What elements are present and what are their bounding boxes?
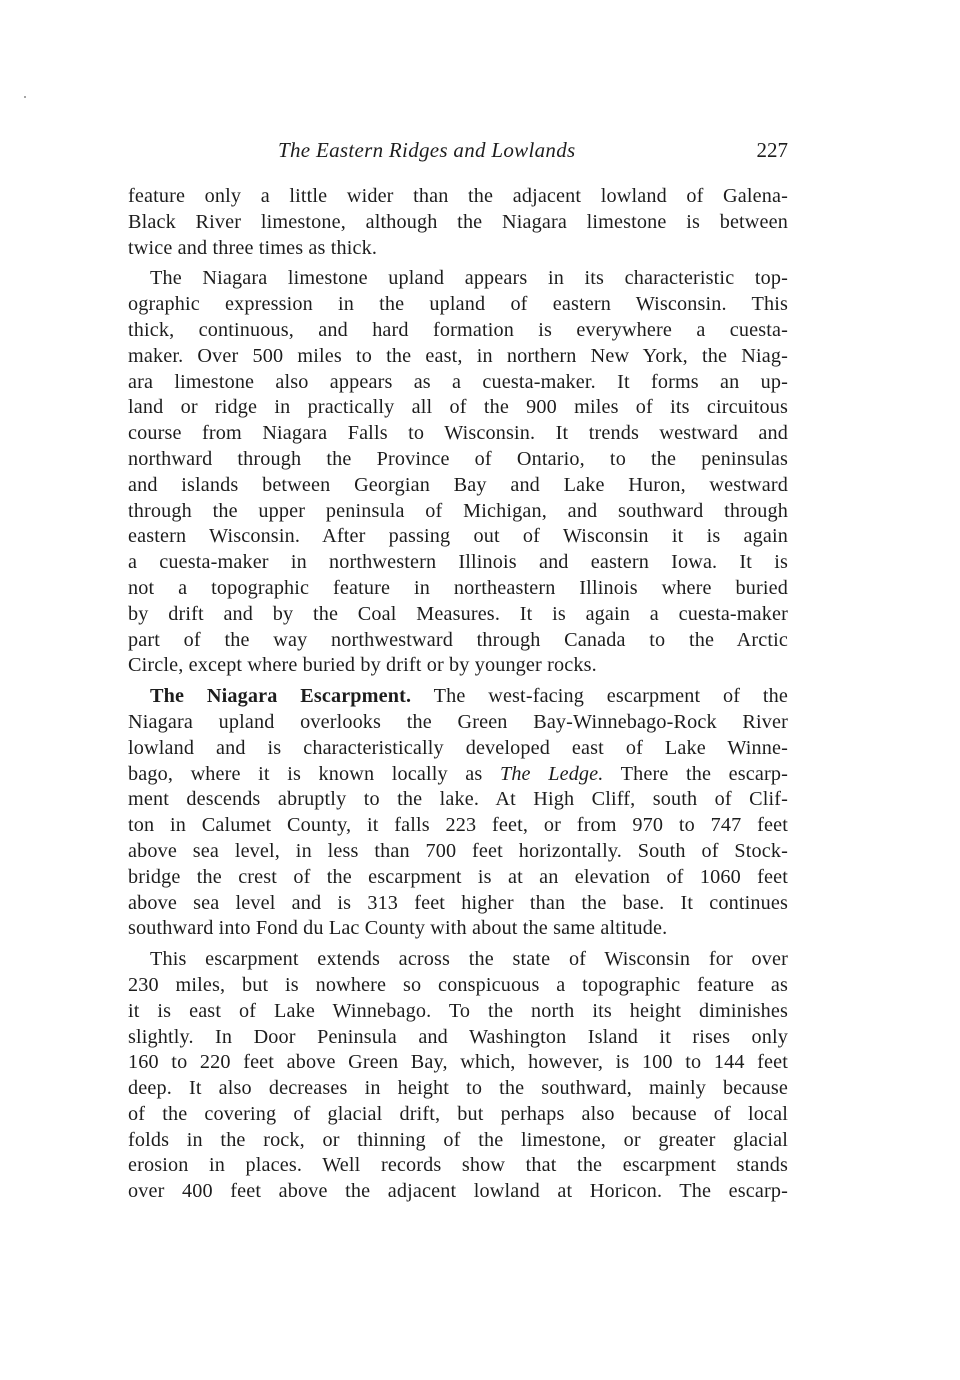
text-line <box>128 762 788 788</box>
text-line: Circle, except where buried by drift or by younger rocks. <box>128 654 597 677</box>
text-line: land or ridge in practically all of the 900 miles of its circuitous <box>128 396 788 419</box>
text-line: lowland and is characteristically developed east of Lake Winne- <box>128 736 788 759</box>
running-title: The Eastern Ridges and Lowlands <box>278 138 576 162</box>
text-line: above sea level and is 313 feet higher than the base. It continues <box>128 891 788 914</box>
text-line: deep. It also decreases in height to the southward, mainly because <box>128 1077 788 1100</box>
text-line: This escarpment extends across the state of Wisconsin for over <box>150 948 788 971</box>
text-line: part of the way northwestward through Canada to the Arctic <box>128 628 788 651</box>
text-line: Niagara upland overlooks the Green Bay-Winnebago-Rock River <box>128 710 788 733</box>
paragraph <box>128 684 788 942</box>
text-line: folds in the rock, or thinning of the limestone, or greater glacial <box>128 1128 788 1151</box>
page-body <box>128 184 788 1205</box>
text-line: above sea level, in less than 700 feet horizontally. South of Stock- <box>128 839 788 862</box>
paragraph <box>128 184 788 261</box>
text-line: it is east of Lake Winnebago. To the north its height diminishes <box>128 999 788 1022</box>
text-run: bago, where it is known locally as <box>128 762 500 785</box>
text-run: There the escarp- <box>603 762 788 785</box>
text-line: bridge the crest of the escarpment is at an elevation of 1060 feet <box>128 865 788 888</box>
text-line: ment descends abruptly to the lake. At High Cliff, south of Clif- <box>128 788 788 811</box>
text-line: The Niagara limestone upland appears in its characteristic top- <box>150 267 788 290</box>
text-line: a cuesta-maker in northwestern Illinois and eastern Iowa. It is <box>128 551 788 574</box>
italic-term: The Ledge. <box>499 762 604 785</box>
text-line: 230 miles, but is nowhere so conspicuous a topographic feature as <box>128 973 788 996</box>
text-line <box>128 684 788 710</box>
paragraph <box>128 266 788 679</box>
text-line: Black River limestone, although the Niagara limestone is between <box>128 210 788 233</box>
text-line: southward into Fond du Lac County with about the same altitude. <box>128 917 668 940</box>
text-line: ton in Calumet County, it falls 223 feet, or from 970 to 747 feet <box>128 814 788 837</box>
text-line: 160 to 220 feet above Green Bay, which, however, is 100 to 144 feet <box>128 1051 788 1074</box>
page-header <box>128 138 788 168</box>
text-line: ara limestone also appears as a cuesta-maker. It forms an up- <box>128 370 788 393</box>
text-line: slightly. In Door Peninsula and Washington Island it rises only <box>128 1025 788 1048</box>
text-line: not a topographic feature in northeastern Illinois where buried <box>128 576 788 599</box>
text-line: twice and three times as thick. <box>128 236 378 259</box>
text-run: The west-facing escarpment of the <box>411 685 788 708</box>
text-line: feature only a little wider than the adjacent lowland of Galena- <box>128 185 788 207</box>
text-line: northward through the Province of Ontario, to the peninsulas <box>128 447 788 470</box>
paragraph <box>128 947 788 1205</box>
text-line: by drift and by the Coal Measures. It is again a cuesta-maker <box>128 602 788 625</box>
text-line: erosion in places. Well records show that the escarpment stands <box>128 1154 788 1177</box>
paper-speck <box>24 96 26 98</box>
text-line: eastern Wisconsin. After passing out of Wisconsin it is again <box>128 525 788 548</box>
text-line: of the covering of glacial drift, but perhaps also because of local <box>128 1102 788 1125</box>
text-line: course from Niagara Falls to Wisconsin. It trends westward and <box>128 422 788 445</box>
text-line: through the upper peninsula of Michigan, and southward through <box>128 499 788 522</box>
text-line: and islands between Georgian Bay and Lake Huron, westward <box>128 473 788 496</box>
text-line: over 400 feet above the adjacent lowland at Horicon. The escarp- <box>128 1180 788 1203</box>
text-line: ographic expression in the upland of eastern Wisconsin. This <box>128 293 788 316</box>
section-heading: The Niagara Escarpment. <box>150 685 412 708</box>
text-line: maker. Over 500 miles to the east, in northern New York, the Niag- <box>128 344 788 367</box>
page-number: 227 <box>756 138 788 162</box>
text-line: thick, continuous, and hard formation is everywhere a cuesta- <box>128 318 788 341</box>
